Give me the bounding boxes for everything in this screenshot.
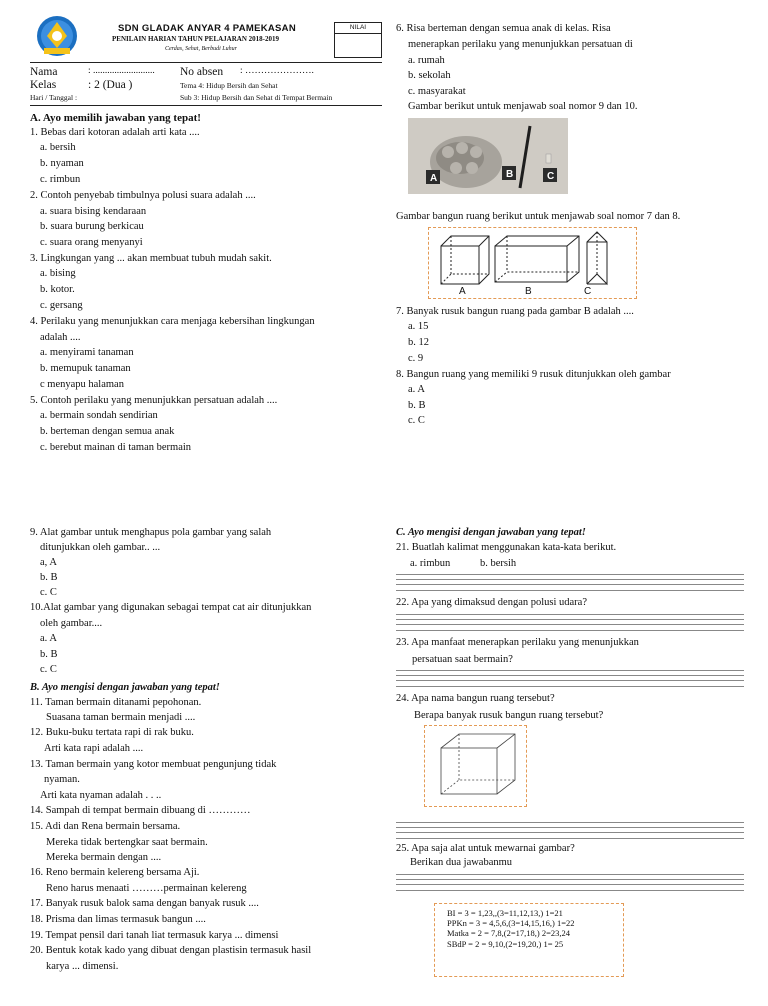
kelas-value: : 2 (Dua )	[88, 79, 133, 91]
text-line: oleh gambar....	[40, 618, 103, 629]
hari-label: Hari / Tanggal :	[30, 93, 78, 102]
text-line: 14. Sampah di tempat bermain dibuang di …………	[30, 805, 251, 816]
text-line: b. B	[40, 649, 58, 660]
text-line: a. bermain sondah sendirian	[40, 410, 158, 421]
key-line-bi: BI = 3 = 1,23,,(3=11,12,13,) 1=21	[447, 908, 563, 918]
answer-line	[396, 822, 744, 823]
answer-line	[396, 574, 744, 575]
text-line: a. A	[408, 384, 425, 395]
answer-line	[396, 630, 744, 631]
answer-line	[396, 675, 744, 676]
shape-label-c: C	[584, 286, 592, 297]
key-line-sbdp: SBdP = 2 = 9,10,(2=19,20,) 1= 25	[447, 939, 564, 949]
section-a-title: A. Ayo memilih jawaban yang tepat!	[30, 112, 201, 124]
text-line: 5. Contoh perilaku yang menunjukkan persatuan adalah ....	[30, 395, 278, 406]
text-line: Arti kata nyaman adalah . . ..	[40, 790, 162, 801]
question-21-a: a. rimbun	[410, 558, 451, 569]
kelas-label: Kelas	[30, 79, 57, 91]
photo-label-c: C	[547, 171, 555, 182]
text-line: Gambar berikut untuk menjawab soal nomor 9 dan 10.	[408, 101, 638, 112]
answer-line	[396, 874, 744, 875]
text-line: 7. Banyak rusuk bangun ruang pada gambar B adalah ....	[396, 306, 634, 317]
text-line: b. berteman dengan semua anak	[40, 426, 175, 437]
question-22: 22. Apa yang dimaksud dengan polusi udara?	[396, 597, 587, 608]
question-24-cont: Berapa banyak rusuk bangun ruang tersebut?	[414, 710, 604, 721]
text-line: 17. Banyak rusuk balok sama dengan banyak rusuk ....	[30, 898, 259, 909]
text-line: 10.Alat gambar yang digunakan sebagai tempat cat air ditunjukkan	[30, 602, 312, 613]
text-line: Mereka tidak bertengkar saat bermain.	[46, 837, 208, 848]
question-23-cont: persatuan saat bermain?	[412, 654, 513, 665]
answer-line	[396, 680, 744, 681]
text-line: c. berebut mainan di taman bermain	[40, 442, 192, 453]
answer-line	[396, 884, 744, 885]
answer-line	[396, 838, 744, 839]
cube-figure	[424, 725, 527, 807]
answer-line	[396, 579, 744, 580]
text-line: nyaman.	[44, 774, 80, 785]
key-line-matka: Matka = 2 = 7,8,(2=17,18,) 2=23,24	[447, 928, 571, 938]
text-line: b. suara burung berkicau	[40, 221, 144, 232]
answer-line	[396, 890, 744, 891]
answer-line	[396, 590, 744, 591]
text-line: b. B	[408, 400, 426, 411]
question-21-b: b. bersih	[480, 558, 517, 569]
text-line: a. bising	[40, 268, 76, 279]
nama-label: Nama	[30, 66, 58, 78]
text-line: 8. Bangun ruang yang memiliki 9 rusuk ditunjukkan oleh gambar	[396, 369, 671, 380]
answer-line	[396, 879, 744, 880]
text-line: b. sekolah	[408, 70, 451, 81]
text-line: 11. Taman bermain ditanami pepohonan.	[30, 697, 202, 708]
text-line: karya ... dimensi.	[46, 961, 119, 972]
text-line: c. C	[40, 587, 57, 598]
nama-field: : ..........................	[88, 66, 155, 76]
noabsen-label: No absen	[180, 66, 224, 78]
text-line: 1. Bebas dari kotoran adalah arti kata ....	[30, 127, 200, 138]
text-line: c. gersang	[40, 300, 83, 311]
shapes-intro: Gambar bangun ruang berikut untuk menjawab soal nomor 7 dan 8.	[396, 211, 681, 222]
answer-line	[396, 686, 744, 687]
shapes-figure	[428, 227, 637, 299]
text-line: 9. Alat gambar untuk menghapus pola gambar yang salah	[30, 527, 272, 538]
text-line: 2. Contoh penyebab timbulnya polusi suara adalah ....	[30, 190, 256, 201]
text-line: b. 12	[408, 337, 429, 348]
answer-line	[396, 670, 744, 671]
question-25-cont: Berikan dua jawabanmu	[410, 857, 513, 868]
answer-line	[396, 584, 744, 585]
text-line: b. nyaman	[40, 158, 84, 169]
answer-line	[396, 614, 744, 615]
text-line: c. C	[408, 415, 425, 426]
school-name: SDN GLADAK ANYAR 4 PAMEKASAN	[118, 23, 297, 34]
text-line: 3. Lingkungan yang ... akan membuat tubuh mudah sakit.	[30, 253, 272, 264]
question-25: 25. Apa saja alat untuk mewarnai gambar?	[396, 843, 575, 854]
text-line: 19. Tempat pensil dari tanah liat termasuk karya ... dimensi	[30, 930, 279, 941]
text-line: c menyapu halaman	[40, 379, 124, 390]
text-line: b. memupuk tanaman	[40, 363, 131, 374]
text-line: adalah ....	[40, 332, 81, 343]
text-line: Reno harus menaati ………permainan kelereng	[46, 883, 247, 894]
text-line: a. A	[40, 633, 57, 644]
text-line: Suasana taman bermain menjadi ....	[46, 712, 196, 723]
noabsen-field: : ………………….	[240, 66, 314, 76]
subtema-text: Sub 3: Hidup Bersih dan Sehat di Tempat Bermain	[180, 93, 333, 102]
text-line: 12. Buku-buku tertata rapi di rak buku.	[30, 727, 194, 738]
text-line: c. C	[40, 664, 57, 675]
section-b-title: B. Ayo mengisi dengan jawaban yang tepat!	[30, 682, 220, 693]
text-line: Mereka bermain dengan ....	[46, 852, 162, 863]
divider	[30, 105, 382, 106]
text-line: 4. Perilaku yang menunjukkan cara menjaga kebersihan lingkungan	[30, 316, 315, 327]
divider	[30, 62, 382, 63]
key-line-ppkn: PPKn = 3 = 4,5,6,(3=14,15,16,) 1=22	[447, 918, 575, 928]
text-line: 20. Bentuk kotak kado yang dibuat dengan plastisin termasuk hasil	[30, 945, 312, 956]
answer-line	[396, 832, 744, 833]
exam-title: PENILAIN HARIAN TAHUN PELAJARAN 2018-2019	[112, 35, 279, 43]
photo-label-b: B	[506, 169, 514, 180]
text-line: menerapkan perilaku yang menunjukkan persatuan di	[408, 39, 633, 50]
text-line: c. masyarakat	[408, 86, 466, 97]
question-24: 24. Apa nama bangun ruang tersebut?	[396, 693, 555, 704]
text-line: 18. Prisma dan limas termasuk bangun ....	[30, 914, 206, 925]
text-line: a. bersih	[40, 142, 76, 153]
question-23: 23. Apa manfaat menerapkan perilaku yang menunjukkan	[396, 637, 639, 648]
drawing-tools-photo	[408, 118, 568, 194]
text-line: a. 15	[408, 321, 429, 332]
photo-label-a: A	[430, 173, 438, 184]
text-line: a, A	[40, 557, 57, 568]
text-line: a. rumah	[408, 55, 445, 66]
text-line: a. menyirami tanaman	[40, 347, 134, 358]
text-line: 6. Risa berteman dengan semua anak di kelas. Risa	[396, 23, 611, 34]
shape-label-b: B	[525, 286, 532, 297]
school-logo	[32, 14, 82, 58]
text-line: 16. Reno bermain kelereng bersama Aji.	[30, 867, 200, 878]
text-line: Arti kata rapi adalah ....	[44, 743, 144, 754]
text-line: 13. Taman bermain yang kotor membuat pengunjung tidak	[30, 759, 277, 770]
shape-label-a: A	[459, 286, 466, 297]
text-line: b. kotor.	[40, 284, 75, 295]
answer-line	[396, 619, 744, 620]
section-c-title: C. Ayo mengisi dengan jawaban yang tepat!	[396, 527, 586, 538]
answer-line	[396, 827, 744, 828]
text-line: c. 9	[408, 353, 424, 364]
text-line: a. suara bising kendaraan	[40, 206, 147, 217]
tema-text: Tema 4: Hidup Bersih dan Sehat	[180, 81, 278, 90]
answer-key-box	[434, 903, 624, 977]
answer-line	[396, 624, 744, 625]
text-line: b. B	[40, 572, 58, 583]
score-box	[334, 22, 382, 58]
text-line: 15. Adi dan Rena bermain bersama.	[30, 821, 181, 832]
text-line: c. rimbun	[40, 174, 81, 185]
question-21: 21. Buatlah kalimat menggunakan kata-kata berikut.	[396, 542, 617, 553]
score-label: NILAI	[335, 23, 381, 34]
text-line: ditunjukkan oleh gambar.. ...	[40, 542, 161, 553]
school-motto: Cerdas, Sehat, Berbudi Luhur	[165, 46, 237, 52]
text-line: c. suara orang menyanyi	[40, 237, 143, 248]
